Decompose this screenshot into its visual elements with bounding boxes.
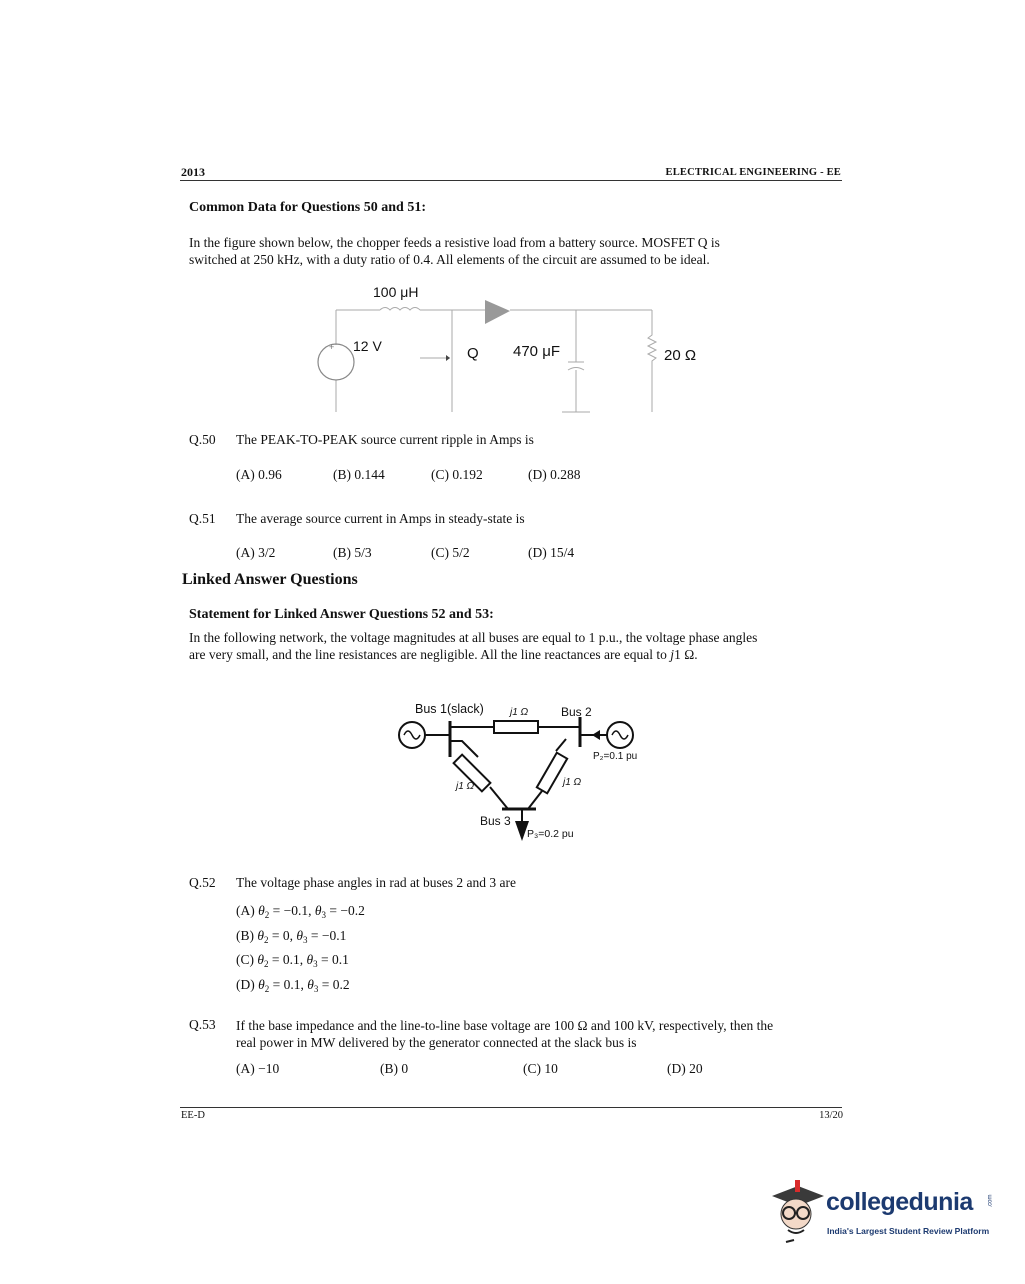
header-rule bbox=[180, 180, 842, 181]
footer-rule bbox=[180, 1107, 842, 1108]
load-label: 20 Ω bbox=[664, 347, 697, 364]
q51-option-a[interactable]: (A) 3/2 bbox=[236, 545, 276, 560]
linked-statement-text bbox=[189, 629, 834, 663]
q50-text: The PEAK-TO-PEAK source current ripple in Amps is bbox=[236, 432, 534, 447]
linked-answer-heading: Linked Answer Questions bbox=[182, 571, 358, 588]
impedance-12 bbox=[494, 721, 538, 733]
q50-option-b[interactable]: (B) 0.144 bbox=[333, 467, 385, 482]
q52-option-d[interactable]: (D) $\theta_2 = 0.1$, $\theta_3 = 0.2$ bbox=[236, 977, 350, 994]
linked-line-1: In the following network, the voltage magnitudes at all buses are equal to 1 p.u., the voltage phase angles bbox=[189, 630, 758, 645]
q51-number: Q.51 bbox=[189, 511, 216, 526]
line-23-label: j1 Ω bbox=[563, 777, 582, 788]
common-data-title: Common Data for Questions 50 and 51: bbox=[189, 200, 426, 215]
common-data-line-2: switched at 250 kHz, with a duty ratio of 0.4. All elements of the circuit are assumed to be ideal. bbox=[189, 252, 710, 267]
logo-wordmark: collegedunia bbox=[826, 1188, 973, 1216]
footer-code: EE-D bbox=[181, 1110, 205, 1121]
q51-text: The average source current in Amps in steady-state is bbox=[236, 511, 525, 526]
q50-option-a[interactable]: (A) 0.96 bbox=[236, 467, 282, 482]
generator-2-wave bbox=[612, 731, 628, 739]
q52-option-b[interactable]: (B) $\theta_2 = 0$, $\theta_3 = -0.1$ bbox=[236, 928, 347, 945]
logo-tagline: India's Largest Student Review Platform bbox=[827, 1226, 990, 1236]
chopper-circuit-figure bbox=[300, 280, 700, 420]
p2-arrow-icon bbox=[592, 730, 600, 740]
bus-1-label: Bus 1(slack) bbox=[415, 702, 484, 716]
q53-line-2: real power in MW delivered by the generator connected at the slack bus is bbox=[236, 1035, 637, 1050]
q50-option-c[interactable]: (C) 0.192 bbox=[431, 467, 483, 482]
exam-year: 2013 bbox=[181, 165, 205, 179]
page-number: 13/20 bbox=[819, 1110, 843, 1121]
line-13-label: j1 Ω bbox=[456, 781, 475, 792]
p3-label: P₃=0.2 pu bbox=[527, 828, 574, 840]
line-23-bottom bbox=[528, 791, 542, 809]
q53-option-b[interactable]: (B) 0 bbox=[380, 1061, 409, 1076]
q52-number: Q.52 bbox=[189, 875, 216, 890]
q53-option-d[interactable]: (D) 20 bbox=[667, 1061, 703, 1076]
diode-icon bbox=[485, 300, 510, 324]
line-13-bottom bbox=[490, 787, 508, 809]
q53-option-a[interactable]: (A) −10 bbox=[236, 1061, 280, 1076]
q50-option-d[interactable]: (D) 0.288 bbox=[528, 467, 581, 482]
q52-option-c[interactable]: (C) $\theta_2 = 0.1$, $\theta_3 = 0.1$ bbox=[236, 952, 349, 969]
line-23-top bbox=[556, 739, 566, 751]
bus-2-label: Bus 2 bbox=[561, 705, 592, 719]
capacitor-plate-bottom bbox=[568, 368, 584, 371]
q53-option-c[interactable]: (C) 10 bbox=[523, 1061, 558, 1076]
source-label: 12 V bbox=[353, 338, 382, 354]
common-data-line-1: In the figure shown below, the chopper feeds a resistive load from a battery source. MOSFET Q is bbox=[189, 235, 720, 250]
q53-text bbox=[236, 1017, 836, 1051]
generator-1-wave bbox=[404, 731, 420, 739]
inductor-label: 100 μH bbox=[373, 284, 419, 300]
q51-option-b[interactable]: (B) 5/3 bbox=[333, 545, 372, 560]
paper-title: ELECTRICAL ENGINEERING - EE bbox=[665, 167, 841, 178]
q50-number: Q.50 bbox=[189, 432, 216, 447]
line-13-top bbox=[450, 741, 478, 757]
battery-source-icon bbox=[318, 344, 354, 380]
q53-line-1: If the base impedance and the line-to-line base voltage are 100 Ω and 100 kV, respectively, then the bbox=[236, 1018, 774, 1033]
bus-network-figure bbox=[390, 695, 650, 850]
linked-statement-title: Statement for Linked Answer Questions 52 and 53: bbox=[189, 607, 494, 622]
resistor-zigzag bbox=[648, 310, 656, 412]
p2-label: P₂=0.1 pu bbox=[593, 751, 638, 762]
q52-option-a[interactable]: (A) $\theta_2 = -0.1$, $\theta_3 = -0.2$ bbox=[236, 903, 365, 920]
source-plus-sign: + bbox=[329, 342, 335, 352]
switch-label: Q bbox=[467, 345, 479, 362]
q51-option-c[interactable]: (C) 5/2 bbox=[431, 545, 470, 560]
switch-arrow-icon bbox=[446, 355, 450, 361]
bus-3-label: Bus 3 bbox=[480, 814, 511, 828]
capacitor-label: 470 μF bbox=[513, 343, 560, 360]
logo-dotcom: .com bbox=[987, 1194, 994, 1208]
q51-option-d[interactable]: (D) 15/4 bbox=[528, 545, 575, 560]
collegedunia-mascot-icon bbox=[768, 1178, 826, 1248]
common-data-text bbox=[189, 234, 834, 268]
line-12-label: j1 Ω bbox=[510, 707, 529, 718]
q53-number: Q.53 bbox=[189, 1017, 216, 1032]
inductor-coil bbox=[380, 308, 420, 311]
q52-text: The voltage phase angles in rad at buses 2 and 3 are bbox=[236, 875, 517, 890]
linked-line-2: are very small, and the line resistances are negligible. All the line reactances are equal to j1 Ω. bbox=[189, 647, 698, 662]
